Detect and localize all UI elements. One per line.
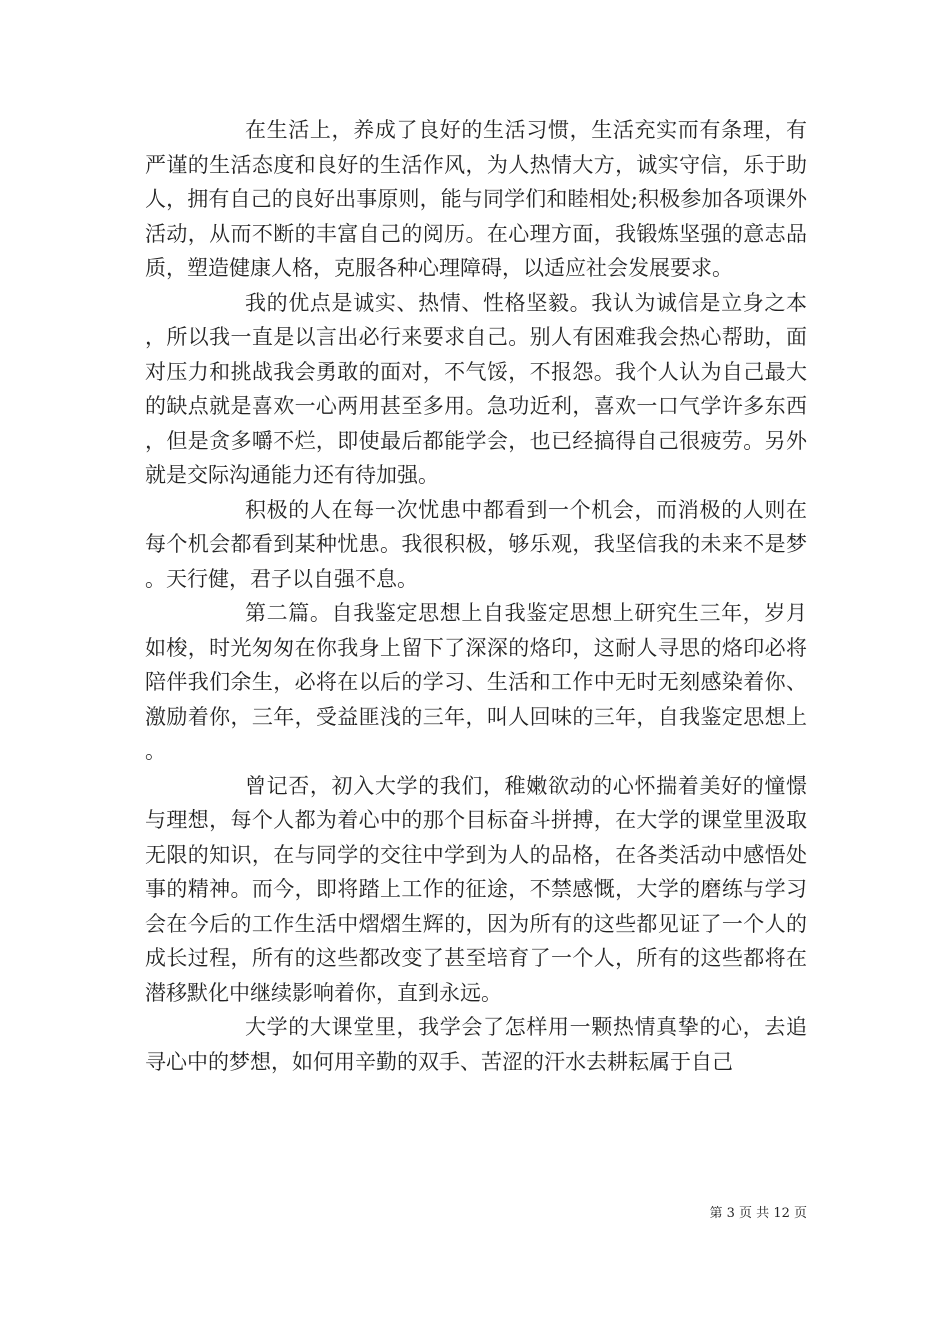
- page-number-footer: 第 3 页 共 12 页: [709, 1206, 807, 1221]
- body-text: [145, 113, 807, 1079]
- paragraph-2: 我的优点是诚实、热情、性格坚毅。我认为诚信是立身之本，所以我一直是以言出必行来要求自己。别人有困难我会热心帮助，面对压力和挑战我会勇敢的面对，不气馁，不报怨。我个人认为自己最大的缺点就是喜欢一心两用甚至多用。急功近利，喜欢一口气学许多东西，但是贪多嚼不烂，即使最后都能学会，也已经搞得自己很疲劳。另外就是交际沟通能力还有待加强。: [145, 290, 807, 487]
- paragraph-3: 积极的人在每一次忧患中都看到一个机会，而消极的人则在每个机会都看到某种忧患。我很积极，够乐观，我坚信我的未来不是梦。天行健，君子以自强不息。: [145, 497, 807, 591]
- paragraph-4: 第二篇。自我鉴定思想上自我鉴定思想上研究生三年，岁月如梭，时光匆匆在你我身上留下了深深的烙印，这耐人寻思的烙印必将陪伴我们余生，必将在以后的学习、生活和工作中无时无刻感染着你、激励着你，三年，受益匪浅的三年，叫人回味的三年，自我鉴定思想上。: [145, 601, 807, 763]
- paragraph-1: 在生活上，养成了良好的生活习惯，生活充实而有条理，有严谨的生活态度和良好的生活作风，为人热情大方，诚实守信，乐于助人，拥有自己的良好出事原则，能与同学们和睦相处;积极参加各项课外活动，从而不断的丰富自己的阅历。在心理方面，我锻炼坚强的意志品质，塑造健康人格，克服各种心理障碍，以适应社会发展要求。: [145, 118, 807, 280]
- paragraph-5: 曾记否，初入大学的我们，稚嫩欲动的心怀揣着美好的憧憬与理想，每个人都为着心中的那个目标奋斗拼搏，在大学的课堂里汲取无限的知识，在与同学的交往中学到为人的品格，在各类活动中感悟处事的精神。而今，即将踏上工作的征途，不禁感慨，大学的磨练与学习会在今后的工作生活中熠熠生辉的，因为所有的这些都见证了一个人的成长过程，所有的这些都改变了甚至培育了一个人，所有的这些都将在潜移默化中继续影响着你，直到永远。: [145, 773, 807, 1005]
- paragraph-6: 大学的大课堂里，我学会了怎样用一颗热情真挚的心，去追寻心中的梦想，如何用辛勤的双手、苦涩的汗水去耕耘属于自己: [145, 1015, 807, 1074]
